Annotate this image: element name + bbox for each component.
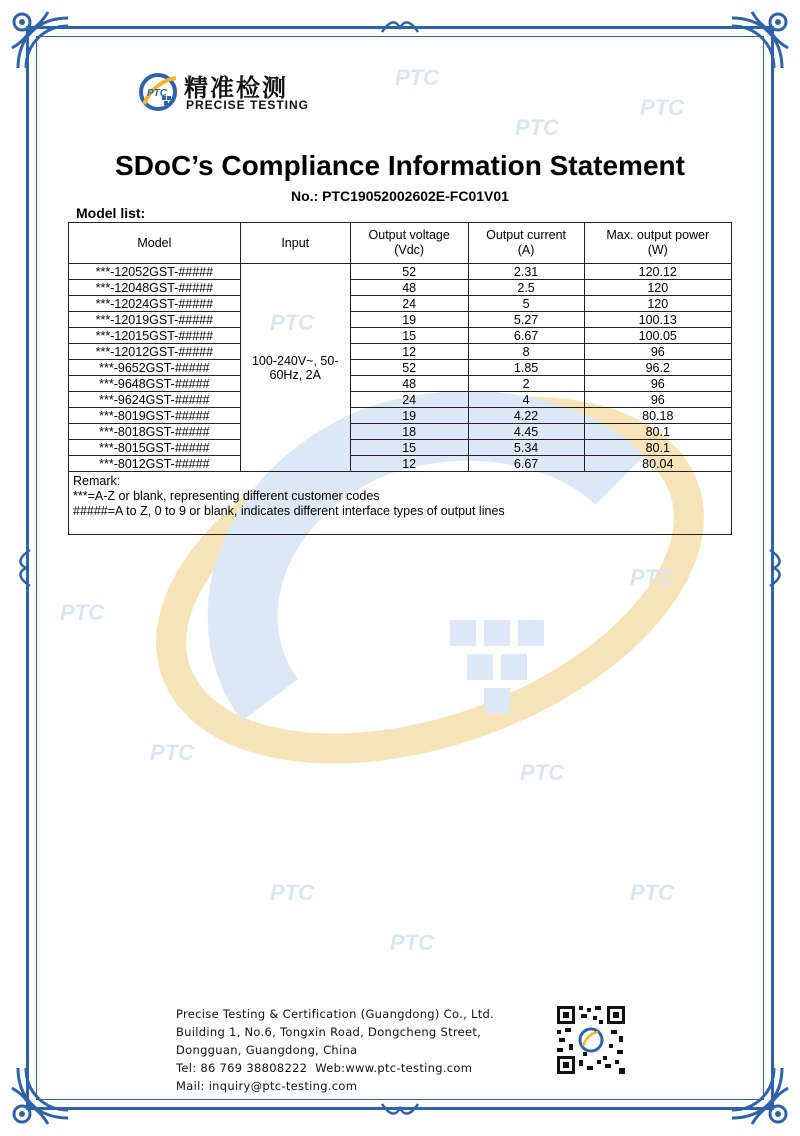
logo-mark-text: PTC bbox=[147, 88, 167, 99]
document-title: SDoC’s Compliance Information Statement bbox=[115, 150, 685, 181]
cell-model: ***-8018GST-##### bbox=[69, 424, 241, 440]
cell-current: 5.27 bbox=[468, 312, 584, 328]
document-number: No.: PTC19052002602E-FC01V01 bbox=[291, 188, 509, 204]
cell-model: ***-9624GST-##### bbox=[69, 392, 241, 408]
cell-power: 80.04 bbox=[584, 456, 731, 472]
remark-title: Remark: bbox=[73, 474, 121, 488]
table-row bbox=[69, 376, 732, 392]
watermark-text: PTC bbox=[270, 880, 314, 905]
table-row bbox=[69, 392, 732, 408]
cell-model: ***-12048GST-##### bbox=[69, 280, 241, 296]
table-header-row bbox=[69, 223, 732, 264]
cell-voltage: 19 bbox=[350, 408, 468, 424]
watermark-text: PTC bbox=[150, 740, 194, 765]
cell-power: 96 bbox=[584, 376, 731, 392]
cell-current: 4.45 bbox=[468, 424, 584, 440]
cell-power: 96 bbox=[584, 344, 731, 360]
footer-phone-web: Tel: 86 769 38808222 Web:www.ptc-testing.com bbox=[176, 1061, 473, 1075]
watermark-text: PTC bbox=[515, 115, 559, 140]
cell-power: 96 bbox=[584, 392, 731, 408]
cell-model: ***-12019GST-##### bbox=[69, 312, 241, 328]
remark-line1: ***=A-Z or blank, representing different customer codes bbox=[73, 489, 380, 503]
cell-power: 80.18 bbox=[584, 408, 731, 424]
cell-voltage: 24 bbox=[350, 392, 468, 408]
cell-power: 120 bbox=[584, 296, 731, 312]
footer-address-line1: Building 1, No.6, Tongxin Road, Dongcheng Street, bbox=[176, 1025, 482, 1039]
table-row bbox=[69, 344, 732, 360]
cell-power: 80.1 bbox=[584, 440, 731, 456]
section-title: Model list: bbox=[76, 205, 146, 221]
header-input: Input bbox=[240, 223, 350, 264]
cell-model: ***-12052GST-##### bbox=[69, 264, 241, 280]
cell-voltage: 15 bbox=[350, 440, 468, 456]
table-body bbox=[69, 264, 732, 535]
cell-voltage: 12 bbox=[350, 456, 468, 472]
cell-current: 2.5 bbox=[468, 280, 584, 296]
table-row bbox=[69, 312, 732, 328]
corner-ornament-icon bbox=[722, 8, 792, 78]
cell-voltage: 19 bbox=[350, 312, 468, 328]
table-row bbox=[69, 280, 732, 296]
table-row bbox=[69, 328, 732, 344]
watermark-text: PTC bbox=[520, 760, 564, 785]
table-row bbox=[69, 360, 732, 376]
cell-current: 2 bbox=[468, 376, 584, 392]
footer-address-line2: Dongguan, Guangdong, China bbox=[176, 1043, 358, 1057]
table-row bbox=[69, 264, 732, 280]
cell-power: 100.05 bbox=[584, 328, 731, 344]
header-model: Model bbox=[69, 223, 241, 264]
cell-model: ***-9648GST-##### bbox=[69, 376, 241, 392]
logo-chinese-name: 精准检测 bbox=[184, 74, 288, 102]
table-row bbox=[69, 424, 732, 440]
cell-current: 1.85 bbox=[468, 360, 584, 376]
watermark-text: PTC bbox=[630, 880, 674, 905]
cell-model: ***-12024GST-##### bbox=[69, 296, 241, 312]
cell-model: ***-8019GST-##### bbox=[69, 408, 241, 424]
cell-model: ***-9652GST-##### bbox=[69, 360, 241, 376]
company-logo bbox=[136, 68, 326, 118]
qr-code-icon bbox=[555, 1004, 627, 1076]
cell-voltage: 52 bbox=[350, 360, 468, 376]
header-max-output-power: Max. output power (W) bbox=[584, 223, 731, 264]
flourish-ornament-icon bbox=[16, 548, 36, 588]
cell-current: 5.34 bbox=[468, 440, 584, 456]
watermark-text: PTC bbox=[270, 310, 314, 335]
cell-power: 120 bbox=[584, 280, 731, 296]
footer-company: Precise Testing & Certification (Guangdong) Co., Ltd. bbox=[176, 1007, 495, 1021]
header-output-current: Output current (A) bbox=[468, 223, 584, 264]
ptc-logo-icon bbox=[136, 70, 180, 114]
cell-voltage: 15 bbox=[350, 328, 468, 344]
corner-ornament-icon bbox=[8, 8, 78, 78]
cell-voltage: 18 bbox=[350, 424, 468, 440]
watermark-text: PTC bbox=[640, 95, 684, 120]
cell-voltage: 48 bbox=[350, 280, 468, 296]
flourish-ornament-icon bbox=[380, 18, 420, 38]
cell-voltage: 48 bbox=[350, 376, 468, 392]
cell-model: ***-12012GST-##### bbox=[69, 344, 241, 360]
table-row bbox=[69, 456, 732, 472]
cell-power: 80.1 bbox=[584, 424, 731, 440]
cell-model: ***-12015GST-##### bbox=[69, 328, 241, 344]
watermark-text: PTC bbox=[60, 600, 104, 625]
cell-input: 100-240V~, 50-60Hz, 2A bbox=[240, 264, 350, 472]
footer-email: Mail: inquiry@ptc-testing.com bbox=[176, 1079, 358, 1093]
flourish-ornament-icon bbox=[380, 1098, 420, 1118]
footer-contact bbox=[176, 1005, 494, 1095]
cell-current: 6.67 bbox=[468, 328, 584, 344]
cell-power: 100.13 bbox=[584, 312, 731, 328]
corner-ornament-icon bbox=[8, 1058, 78, 1128]
table-row bbox=[69, 440, 732, 456]
cell-model: ***-8012GST-##### bbox=[69, 456, 241, 472]
remark-row bbox=[69, 472, 732, 535]
watermark-text: PTC bbox=[395, 65, 439, 90]
cell-power: 120.12 bbox=[584, 264, 731, 280]
remark-cell bbox=[69, 472, 732, 535]
model-list-table bbox=[68, 222, 732, 535]
cell-voltage: 12 bbox=[350, 344, 468, 360]
logo-english-name: PRECISE TESTING bbox=[186, 98, 310, 112]
cell-current: 4.22 bbox=[468, 408, 584, 424]
cell-current: 4 bbox=[468, 392, 584, 408]
corner-ornament-icon bbox=[722, 1058, 792, 1128]
cell-voltage: 52 bbox=[350, 264, 468, 280]
cell-current: 6.67 bbox=[468, 456, 584, 472]
watermark-text: PTC bbox=[390, 930, 434, 955]
table-row bbox=[69, 296, 732, 312]
header-output-voltage: Output voltage (Vdc) bbox=[350, 223, 468, 264]
cell-current: 8 bbox=[468, 344, 584, 360]
cell-model: ***-8015GST-##### bbox=[69, 440, 241, 456]
cell-power: 96.2 bbox=[584, 360, 731, 376]
cell-current: 5 bbox=[468, 296, 584, 312]
cell-voltage: 24 bbox=[350, 296, 468, 312]
watermark-text: PTC bbox=[630, 565, 674, 590]
table-row bbox=[69, 408, 732, 424]
cell-current: 2.31 bbox=[468, 264, 584, 280]
remark-line2: #####=A to Z, 0 to 9 or blank, indicates different interface types of output lines bbox=[73, 504, 505, 518]
flourish-ornament-icon bbox=[764, 548, 784, 588]
